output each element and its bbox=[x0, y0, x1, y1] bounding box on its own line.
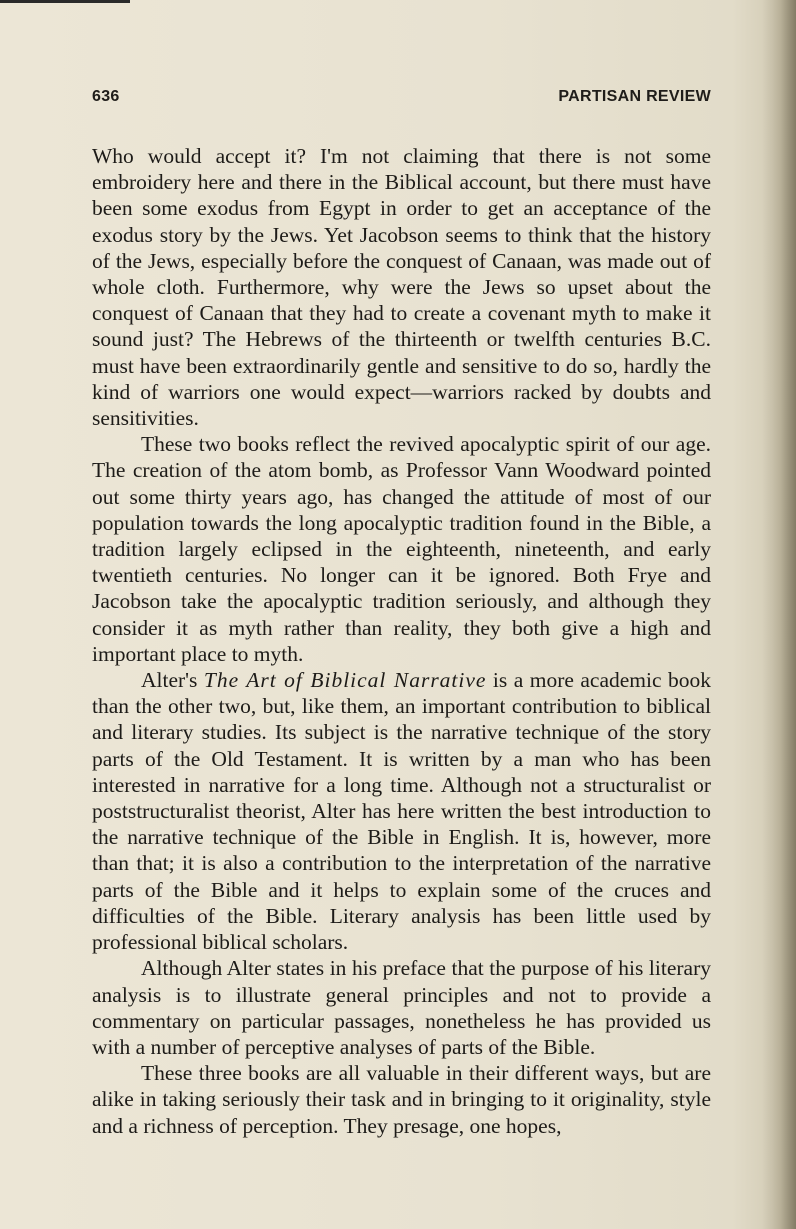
page-edge-shadow bbox=[762, 0, 796, 1229]
paragraph-5: These three books are all valuable in their different ways, but are alike in taking seriously their task and in bringing to it originality, style and a richness of perception. They presage, one hopes, bbox=[92, 1061, 711, 1138]
page-number: 636 bbox=[92, 88, 120, 105]
paragraph-2: These two books reflect the revived apocalyptic spirit of our age. The creation of the atom bomb, as Professor Vann Woodward pointed out some thirty years ago, has changed the attitude of most of our population towards the long apocalyptic tradition found in the Bible, a tradition largely eclipsed in the eighteenth, nineteenth, and early twentieth centuries. No longer can it be ignored. Both Frye and Jacobson take the apocalyptic tradition seriously, and although they consider it as myth rather than reality, they both give a high and important place to myth. bbox=[92, 432, 711, 666]
book-title: The Art of Biblical Narrative bbox=[203, 668, 487, 693]
paragraph-3-rest: is a more academic book than the other two, but, like them, an important contribution to biblical and literary studies. Its subject is the narrative technique of the story parts of the Old Testament. It is written by a man who has been interested in narrative for a long time. Although not a structuralist or poststructuralist theorist, Alter has here written the best introduction to the narrative technique of the Bible in English. It is, however, more than that; it is also a contribution to the interpretation of the narrative parts of the Bible and it helps to explain some of the cruces and difficulties of the Bible. Literary analysis has been little used by professional biblical scholars. bbox=[92, 668, 711, 955]
paragraph-1: Who would accept it? I'm not claiming that there is not some embroidery here and there in the Biblical account, but there must have been some exodus from Egypt in order to get an acceptance of the exodus story by the Jews. Yet Jacobson seems to think that the history of the Jews, especially before the conquest of Canaan, was made out of whole cloth. Furthermore, why were the Jews so upset about the conquest of Canaan that they had to create a covenant myth to make it sound just? The Hebrews of the thirteenth or twelfth centuries B.C. must have been extraordinarily gentle and sensitive to do so, hardly the kind of warriors one would expect—warriors racked by doubts and sensitivities. bbox=[92, 144, 711, 431]
paragraph-3 bbox=[92, 667, 711, 955]
paragraph-4: Although Alter states in his preface that the purpose of his literary analysis is to illustrate general principles and not to provide a commentary on particular passages, nonetheless he has provided us with a number of perceptive analyses of parts of the Bible. bbox=[92, 956, 711, 1059]
paragraph-3-lead: Alter's bbox=[141, 668, 204, 693]
article-body bbox=[92, 143, 711, 1139]
journal-title: PARTISAN REVIEW bbox=[558, 88, 711, 105]
top-rule bbox=[0, 0, 130, 3]
running-head bbox=[92, 88, 711, 108]
